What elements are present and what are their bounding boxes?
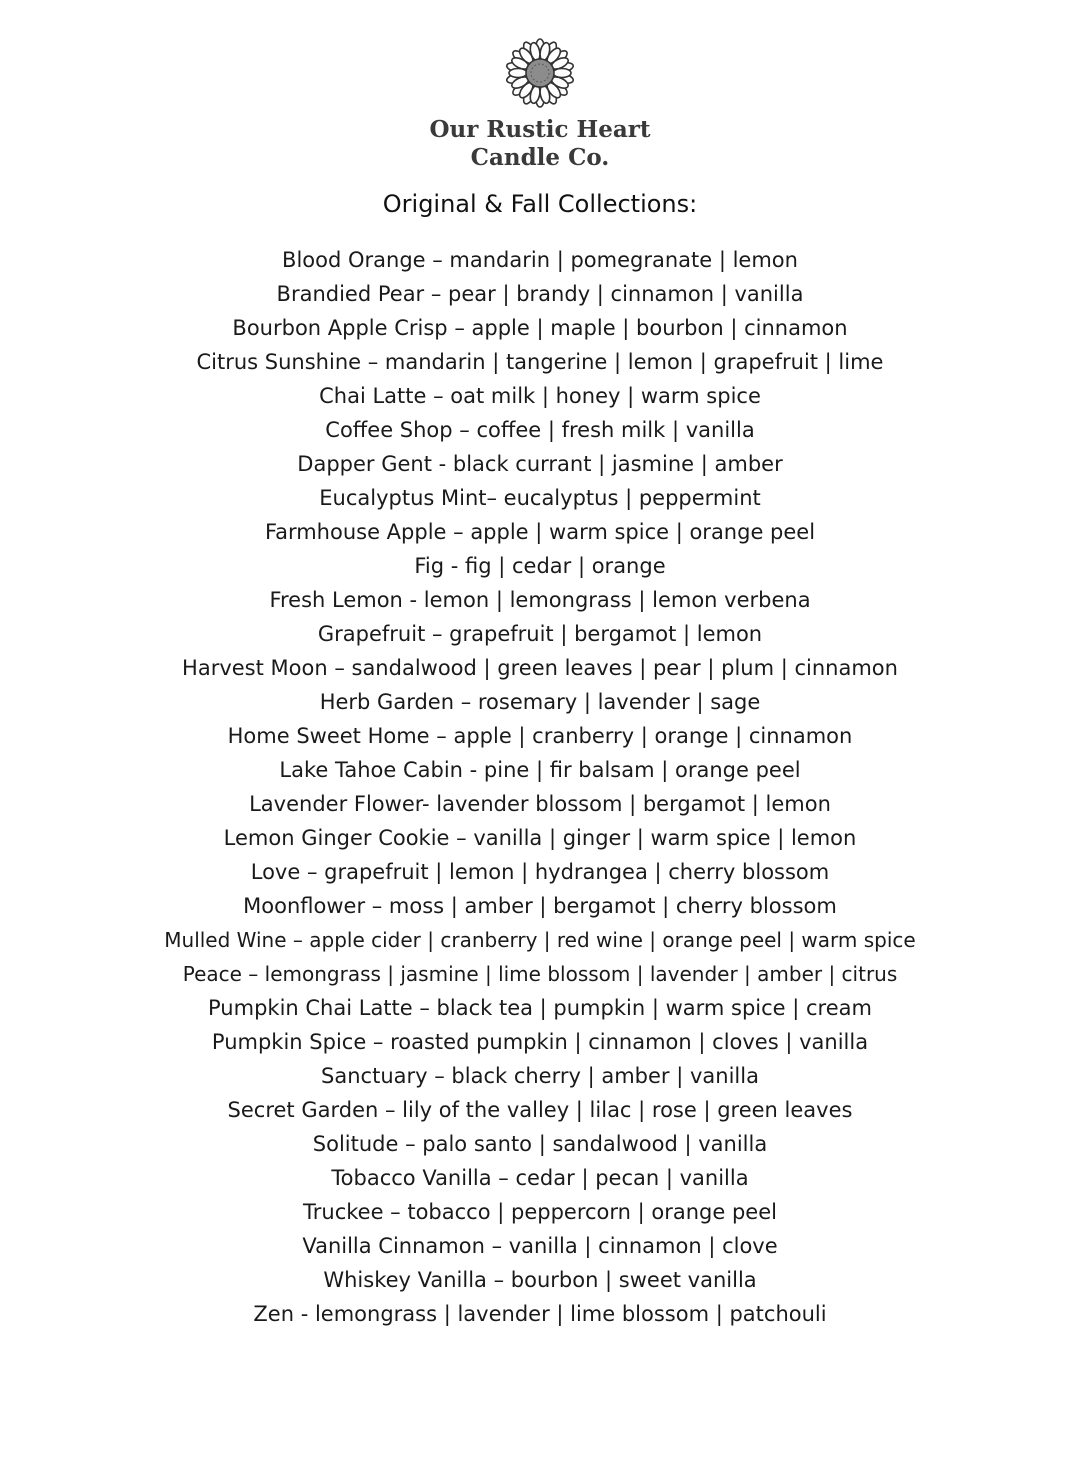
logo <box>0 38 1080 172</box>
list-item: Moonflower – moss | amber | bergamot | cherry blossom <box>243 894 837 918</box>
brand-name <box>429 116 650 172</box>
list-item: Pumpkin Spice – roasted pumpkin | cinnamon | cloves | vanilla <box>211 1030 869 1054</box>
list-item: Love – grapefruit | lemon | hydrangea | cherry blossom <box>250 860 830 884</box>
list-item: Mulled Wine – apple cider | cranberry | red wine | orange peel | warm spice <box>164 928 916 952</box>
page-title: Original & Fall Collections: <box>382 190 698 218</box>
list-item: Fresh Lemon - lemon | lemongrass | lemon verbena <box>269 588 811 612</box>
list-item: Harvest Moon – sandalwood | green leaves | pear | plum | cinnamon <box>182 656 898 680</box>
list-item: Grapefruit – grapefruit | bergamot | lemon <box>317 622 763 646</box>
list-item: Truckee – tobacco | peppercorn | orange peel <box>303 1200 777 1224</box>
list-item: Eucalyptus Mint– eucalyptus | peppermint <box>319 486 761 510</box>
list-item: Sanctuary – black cherry | amber | vanilla <box>321 1064 759 1088</box>
list-item: Dapper Gent - black currant | jasmine | amber <box>297 452 783 476</box>
list-item: Secret Garden – lily of the valley | lilac | rose | green leaves <box>227 1098 853 1122</box>
list-item: Lake Tahoe Cabin - pine | fir balsam | orange peel <box>279 758 801 782</box>
sunflower-icon <box>505 38 575 108</box>
list-item: Solitude – palo santo | sandalwood | vanilla <box>312 1132 768 1156</box>
list-item: Lemon Ginger Cookie – vanilla | ginger | warm spice | lemon <box>223 826 857 850</box>
list-item: Chai Latte – oat milk | honey | warm spice <box>319 384 761 408</box>
list-item: Tobacco Vanilla – cedar | pecan | vanilla <box>331 1166 749 1190</box>
list-item: Farmhouse Apple – apple | warm spice | orange peel <box>264 520 816 544</box>
list-item: Citrus Sunshine – mandarin | tangerine | lemon | grapefruit | lime <box>196 350 884 374</box>
list-item: Pumpkin Chai Latte – black tea | pumpkin | warm spice | cream <box>208 996 872 1020</box>
list-item: Lavender Flower- lavender blossom | bergamot | lemon <box>249 792 831 816</box>
list-item: Peace – lemongrass | jasmine | lime blossom | lavender | amber | citrus <box>182 962 898 986</box>
brand-line-1: Our Rustic Heart <box>429 116 651 143</box>
list-item: Herb Garden – rosemary | lavender | sage <box>319 690 761 714</box>
list-item: Coffee Shop – coffee | fresh milk | vanilla <box>325 418 755 442</box>
list-item: Vanilla Cinnamon – vanilla | cinnamon | clove <box>302 1234 778 1258</box>
list-item: Fig - fig | cedar | orange <box>414 554 666 578</box>
list-item: Brandied Pear – pear | brandy | cinnamon | vanilla <box>276 282 804 306</box>
scent-list <box>0 243 1080 1331</box>
list-item: Zen - lemongrass | lavender | lime blossom | patchouli <box>253 1302 827 1326</box>
brand-line-2: Candle Co. <box>470 144 610 171</box>
list-item: Whiskey Vanilla – bourbon | sweet vanilla <box>323 1268 757 1292</box>
list-item: Bourbon Apple Crisp – apple | maple | bourbon | cinnamon <box>232 316 848 340</box>
list-item: Blood Orange – mandarin | pomegranate | lemon <box>282 248 798 272</box>
list-item: Home Sweet Home – apple | cranberry | orange | cinnamon <box>227 724 853 748</box>
